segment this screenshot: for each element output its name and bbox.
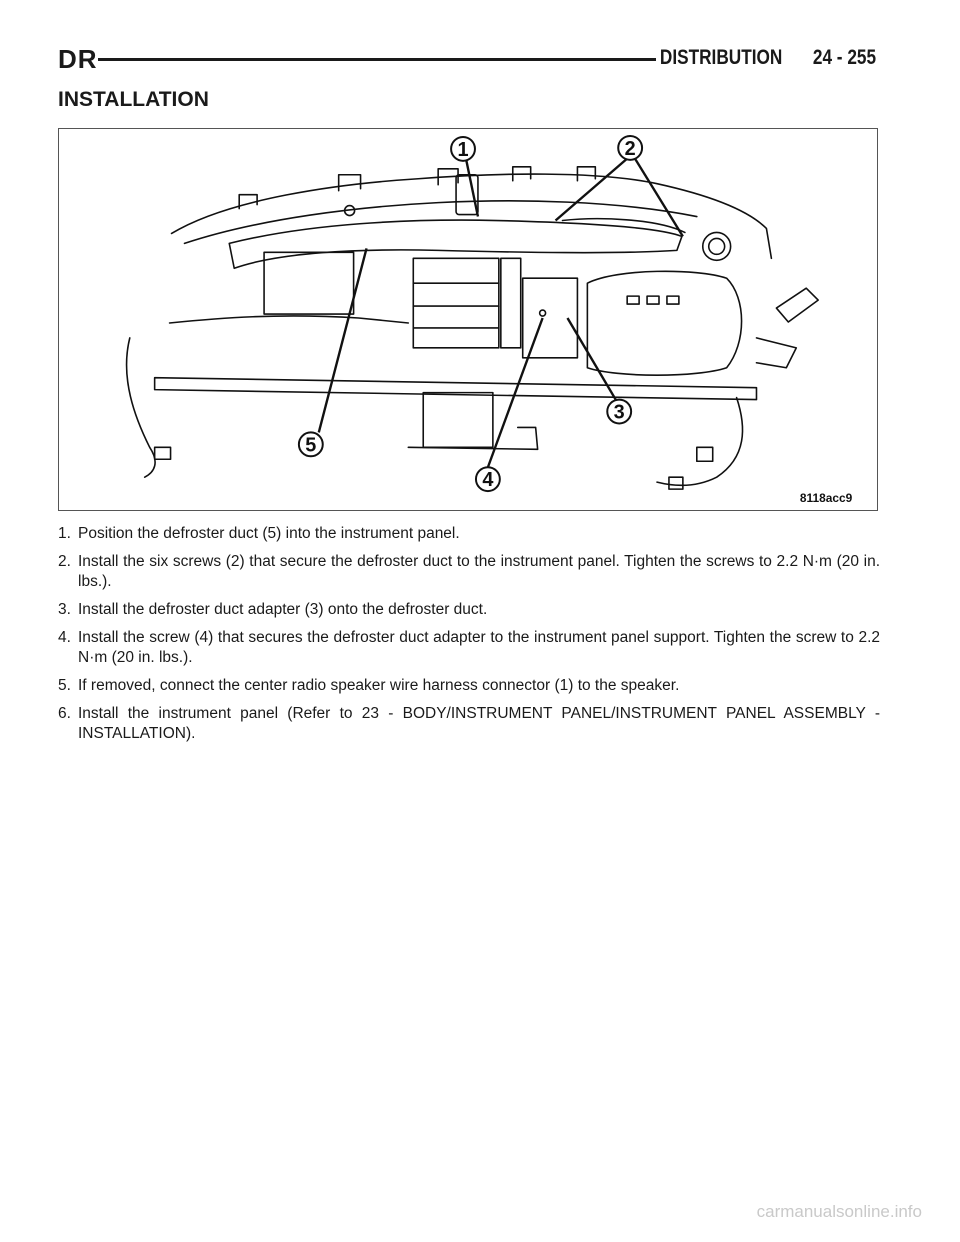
center-speaker [456,175,478,215]
leader-1 [466,159,478,217]
step-number: 4. [58,629,71,646]
step-text: Install the screw (4) that secures the defroster duct adapter to the instrument panel support. Tighten the screw to 2.2 N·m (20 in. lbs.). [78,629,880,666]
right-harness [657,398,743,486]
side-vent [501,258,521,348]
hvac-connector [647,296,659,304]
lower-bracket [423,393,493,448]
page-number: 24 - 255 [812,46,876,69]
step-item [58,704,880,744]
right-connector [669,477,683,489]
step-item [58,524,880,544]
step-item [58,600,880,620]
installation-steps [58,524,880,752]
instrument-panel-drawing [59,129,877,510]
adapter-screw [540,310,546,316]
lower-support [408,427,537,449]
step-number: 5. [58,677,71,694]
step-text: Position the defroster duct (5) into the instrument panel. [78,525,460,542]
defroster-duct-rear [563,219,685,233]
defroster-adapter [523,278,578,358]
step-number: 2. [58,553,71,570]
step-number: 1. [58,525,71,542]
section-title: DISTRIBUTION [659,46,782,69]
hvac-connector [627,296,639,304]
left-module [264,252,354,314]
step-text: Install the defroster duct adapter (3) onto the defroster duct. [78,601,488,618]
step-item [58,628,880,668]
callout-2: 2 [624,137,636,160]
step-item [58,552,880,592]
right-vent-inner [709,238,725,254]
callout-3: 3 [613,401,625,424]
page-header [58,44,880,74]
left-connector [155,447,171,459]
step-number: 3. [58,601,71,618]
step-text: Install the instrument panel (Refer to 23 - BODY/INSTRUMENT PANEL/INSTRUMENT PANEL ASSEMBLY - INSTALLATION). [78,705,880,742]
hvac-housing [587,271,741,375]
figure-id: 8118acc9 [799,491,853,506]
callout-1: 1 [457,138,469,161]
right-vent [703,232,731,260]
defroster-duct [229,220,682,268]
right-bracket [776,288,818,322]
vehicle-code: DR [58,44,98,74]
callout-4: 4 [482,469,494,492]
leader-3 [567,318,619,406]
right-bracket-lower [756,338,796,368]
upper-harness [170,316,409,323]
step-text: Install the six screws (2) that secure the defroster duct to the instrument panel. Tighten the screws to 2.2 N·m (20 in. lbs.). [78,553,880,590]
watermark: carmanualsonline.info [756,1202,922,1221]
right-connector [697,447,713,461]
left-harness [127,338,156,477]
center-vent-stack [413,258,499,348]
mount-tab [339,175,361,191]
leader-4 [488,318,543,467]
cross-car-beam [155,378,757,400]
mount-tab [577,167,595,181]
step-item [58,676,880,696]
step-number: 6. [58,705,71,722]
leader-5 [319,248,367,432]
header-rule [98,58,656,61]
step-text: If removed, connect the center radio speaker wire harness connector (1) to the speaker. [78,677,680,694]
callout-5: 5 [305,434,317,457]
instrument-panel-figure [58,128,878,511]
page-title: INSTALLATION [58,88,209,111]
hvac-connector [667,296,679,304]
